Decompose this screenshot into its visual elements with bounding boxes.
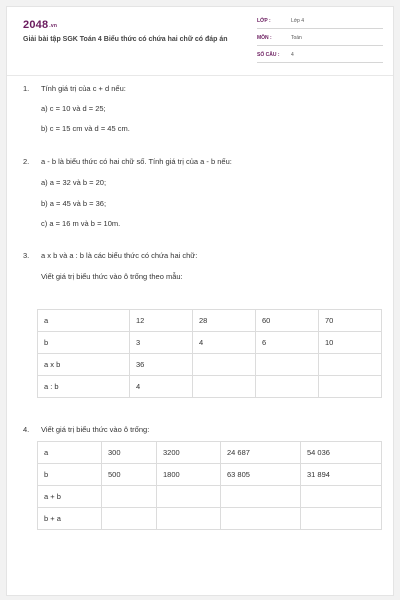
meta-row-class bbox=[257, 17, 383, 29]
table-cell: 36 bbox=[130, 354, 193, 376]
site-logo[interactable] bbox=[23, 19, 57, 31]
logo-suffix: .vn bbox=[49, 23, 58, 29]
meta-info bbox=[257, 17, 383, 68]
answer-cell[interactable] bbox=[256, 376, 319, 398]
table-row bbox=[38, 376, 382, 398]
question-item: c) a = 16 m và b = 10m. bbox=[41, 219, 121, 228]
table-cell: 54 036 bbox=[301, 442, 382, 464]
answer-cell[interactable] bbox=[221, 486, 301, 508]
question-item: a) c = 10 và d = 25; bbox=[41, 104, 106, 113]
meta-key: SỐ CÂU : bbox=[257, 52, 280, 58]
table-row bbox=[38, 310, 382, 332]
row-header-cell: b bbox=[38, 332, 130, 354]
table-cell: 31 894 bbox=[301, 464, 382, 486]
table-cell: 500 bbox=[102, 464, 157, 486]
worksheet-page bbox=[6, 6, 394, 596]
table-row bbox=[38, 486, 382, 508]
answer-cell[interactable] bbox=[319, 376, 382, 398]
table-cell: 24 687 bbox=[221, 442, 301, 464]
header-divider bbox=[7, 75, 393, 76]
answer-cell[interactable] bbox=[157, 508, 221, 530]
table-cell: 3 bbox=[130, 332, 193, 354]
question-item: a) a = 32 và b = 20; bbox=[41, 178, 107, 187]
row-header-cell: a + b bbox=[38, 486, 102, 508]
table-cell: 28 bbox=[193, 310, 256, 332]
meta-row-subject bbox=[257, 34, 383, 46]
answer-cell[interactable] bbox=[102, 486, 157, 508]
question-item: b) a = 45 và b = 36; bbox=[41, 199, 107, 208]
table-cell: 300 bbox=[102, 442, 157, 464]
answer-cell[interactable] bbox=[157, 486, 221, 508]
row-header-cell: a bbox=[38, 310, 130, 332]
answer-cell[interactable] bbox=[193, 376, 256, 398]
answer-cell[interactable] bbox=[193, 354, 256, 376]
page-header bbox=[7, 7, 393, 73]
answer-cell[interactable] bbox=[256, 354, 319, 376]
table-row bbox=[38, 354, 382, 376]
row-header-cell: a bbox=[38, 442, 102, 464]
question-prompt: Tính giá trị của c + d nếu: bbox=[41, 84, 126, 93]
table-cell: 60 bbox=[256, 310, 319, 332]
row-header-cell: a x b bbox=[38, 354, 130, 376]
question-number: 2. bbox=[23, 157, 30, 166]
table-row bbox=[38, 332, 382, 354]
row-header-cell: b bbox=[38, 464, 102, 486]
question-item: b) c = 15 cm và d = 45 cm. bbox=[41, 124, 130, 133]
table-cell: 4 bbox=[193, 332, 256, 354]
table-cell: 4 bbox=[130, 376, 193, 398]
meta-value: Toán bbox=[291, 35, 302, 41]
meta-key: MÔN : bbox=[257, 35, 272, 41]
meta-value: 4 bbox=[291, 52, 294, 58]
question-number: 3. bbox=[23, 251, 30, 260]
question-instruction: Viết giá trị biểu thức vào ô trống theo mẫu: bbox=[41, 272, 183, 281]
question-prompt: a - b là biểu thức có hai chữ số. Tính giá trị của a - b nếu: bbox=[41, 157, 232, 166]
table-cell: 6 bbox=[256, 332, 319, 354]
question-number: 1. bbox=[23, 84, 30, 93]
answer-cell[interactable] bbox=[319, 354, 382, 376]
question-prompt: Viết giá trị biểu thức vào ô trống: bbox=[41, 425, 150, 434]
table-row bbox=[38, 508, 382, 530]
logo-text: 2048 bbox=[23, 19, 49, 31]
answer-cell[interactable] bbox=[301, 508, 382, 530]
answer-cell[interactable] bbox=[301, 486, 382, 508]
meta-key: LỚP : bbox=[257, 18, 271, 24]
meta-value: Lớp 4 bbox=[291, 18, 305, 24]
table-row bbox=[38, 442, 382, 464]
answer-cell[interactable] bbox=[221, 508, 301, 530]
question-prompt: a x b và a : b là các biểu thức có chứa hai chữ: bbox=[41, 251, 198, 260]
table-cell: 10 bbox=[319, 332, 382, 354]
expression-table-q4 bbox=[37, 441, 382, 530]
table-cell: 70 bbox=[319, 310, 382, 332]
table-cell: 12 bbox=[130, 310, 193, 332]
answer-cell[interactable] bbox=[102, 508, 157, 530]
row-header-cell: b + a bbox=[38, 508, 102, 530]
table-cell: 3200 bbox=[157, 442, 221, 464]
question-number: 4. bbox=[23, 425, 30, 434]
expression-table-q3 bbox=[37, 309, 382, 398]
table-cell: 1800 bbox=[157, 464, 221, 486]
meta-row-count bbox=[257, 51, 383, 63]
row-header-cell: a : b bbox=[38, 376, 130, 398]
table-row bbox=[38, 464, 382, 486]
table-cell: 63 805 bbox=[221, 464, 301, 486]
document-title: Giải bài tập SGK Toán 4 Biểu thức có chứa hai chữ có đáp án bbox=[23, 36, 228, 43]
